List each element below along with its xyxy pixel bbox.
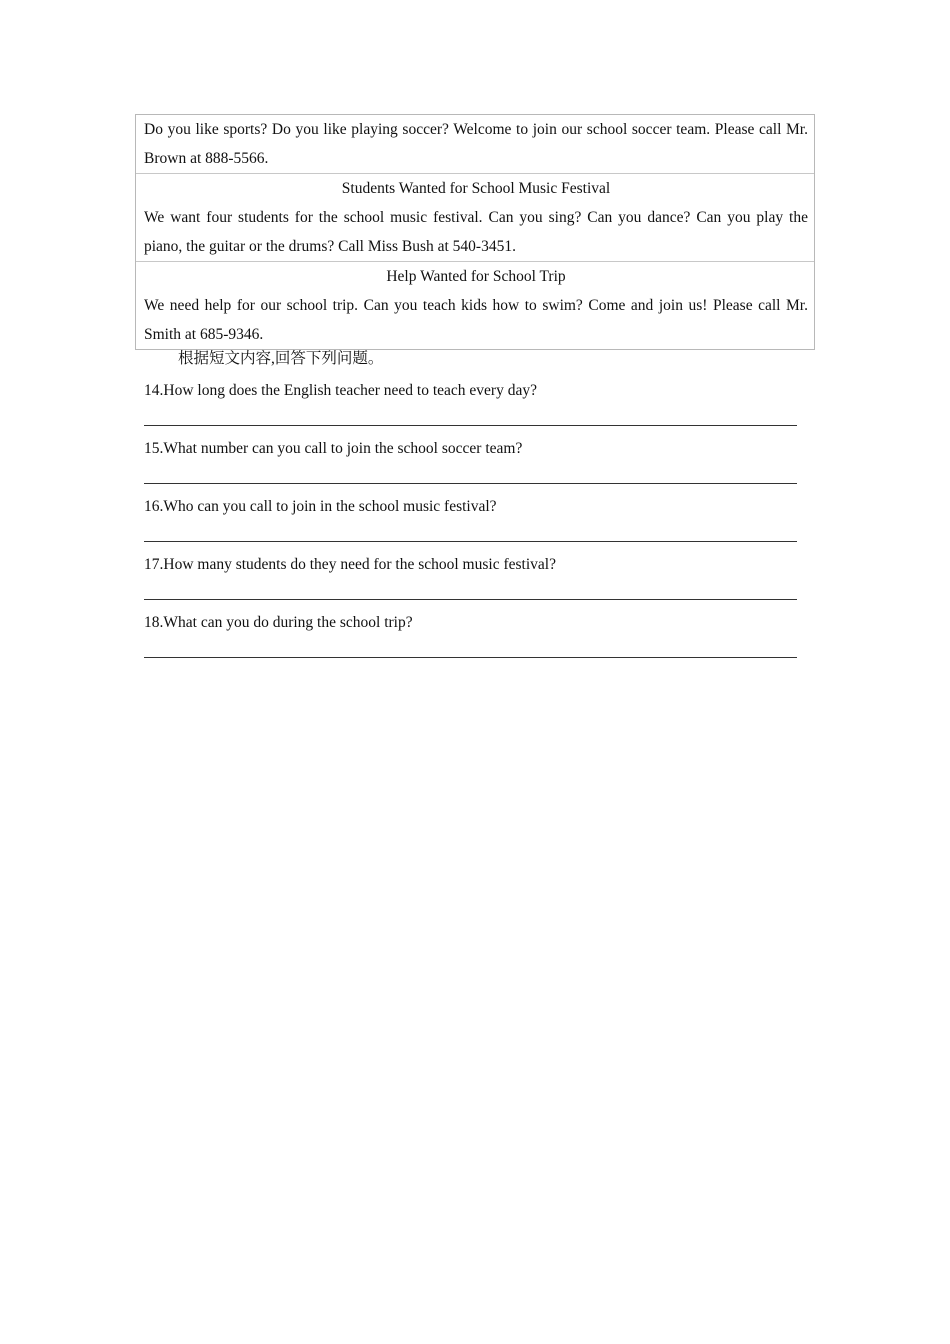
ad-body: We want four students for the school music festival. Can you sing? Can you dance? Can you play the piano, the guitar or the drums? Call Miss Bush at 540-3451.	[144, 209, 808, 255]
answer-line[interactable]	[144, 425, 797, 426]
question-14	[144, 378, 797, 436]
question-16	[144, 494, 797, 552]
question-text: 18.What can you do during the school trip?	[144, 614, 413, 631]
question-17	[144, 552, 797, 610]
question-text: 14.How long does the English teacher need to teach every day?	[144, 382, 537, 399]
question-15	[144, 436, 797, 494]
ad-body: We need help for our school trip. Can you teach kids how to swim? Come and join us! Please call Mr. Smith at 685-9346.	[144, 297, 808, 343]
advertisement-table	[135, 114, 815, 350]
question-text: 16.Who can you call to join in the school music festival?	[144, 498, 497, 515]
instruction-text: 根据短文内容,回答下列问题。	[178, 350, 384, 367]
ad-soccer-team	[136, 115, 814, 173]
ad-title: Help Wanted for School Trip	[386, 268, 566, 285]
answer-line[interactable]	[144, 657, 797, 658]
ad-music-festival	[136, 173, 814, 261]
ad-school-trip	[136, 261, 814, 349]
question-18	[144, 610, 797, 668]
question-list	[144, 378, 797, 668]
answer-line[interactable]	[144, 541, 797, 542]
answer-line[interactable]	[144, 483, 797, 484]
ad-title: Students Wanted for School Music Festival	[341, 180, 611, 197]
ad-body: Do you like sports? Do you like playing soccer? Welcome to join our school soccer team. Please call Mr. Brown at 888-5566.	[144, 121, 808, 167]
question-text: 15.What number can you call to join the school soccer team?	[144, 440, 523, 457]
question-text: 17.How many students do they need for the school music festival?	[144, 556, 556, 573]
answer-line[interactable]	[144, 599, 797, 600]
